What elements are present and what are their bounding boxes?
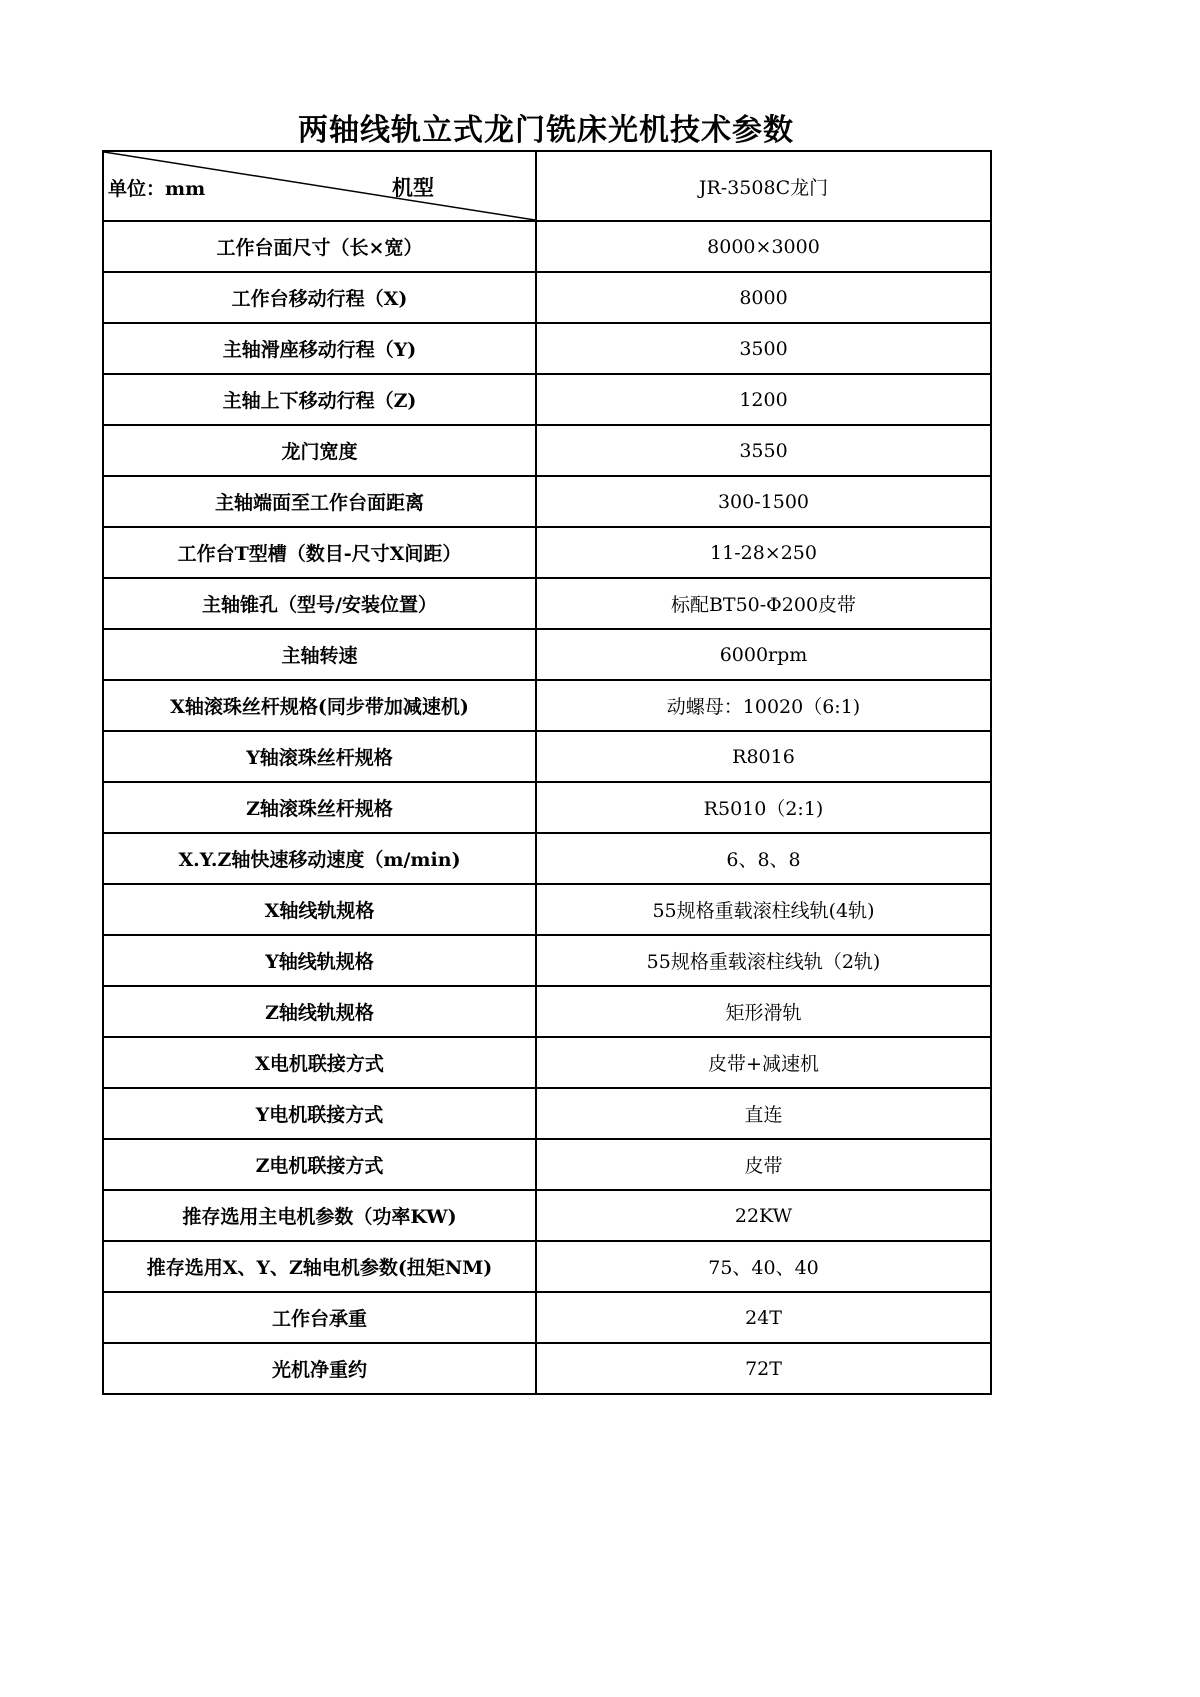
parameter-label: 龙门宽度 <box>103 425 536 476</box>
table-row <box>103 272 991 323</box>
table-row <box>103 1190 991 1241</box>
parameter-label: 主轴上下移动行程（Z) <box>103 374 536 425</box>
parameter-value: 标配BT50-Φ200皮带 <box>536 578 991 629</box>
parameter-label: 主轴端面至工作台面距离 <box>103 476 536 527</box>
parameter-value: 3500 <box>536 323 991 374</box>
table-row <box>103 935 991 986</box>
table-row <box>103 782 991 833</box>
parameter-label: 工作台移动行程（X) <box>103 272 536 323</box>
parameter-value: 75、40、40 <box>536 1241 991 1292</box>
table-row <box>103 323 991 374</box>
parameter-value: 11-28×250 <box>536 527 991 578</box>
table-row <box>103 884 991 935</box>
parameter-label: Y轴线轨规格 <box>103 935 536 986</box>
parameter-label: 主轴转速 <box>103 629 536 680</box>
table-row <box>103 1139 991 1190</box>
table-row <box>103 476 991 527</box>
parameter-label: 工作台面尺寸（长×宽） <box>103 221 536 272</box>
model-value: JR-3508C龙门 <box>536 151 991 221</box>
parameter-value: 72T <box>536 1343 991 1394</box>
parameter-value: R8016 <box>536 731 991 782</box>
table-row <box>103 731 991 782</box>
parameter-value: 矩形滑轨 <box>536 986 991 1037</box>
table-row <box>103 578 991 629</box>
parameter-label: 推存选用主电机参数（功率KW) <box>103 1190 536 1241</box>
parameter-value: 皮带+减速机 <box>536 1037 991 1088</box>
table-row <box>103 527 991 578</box>
parameter-value: 300-1500 <box>536 476 991 527</box>
table-row <box>103 374 991 425</box>
parameter-label: Z轴滚珠丝杆规格 <box>103 782 536 833</box>
table-row <box>103 1292 991 1343</box>
parameter-label: 工作台承重 <box>103 1292 536 1343</box>
parameter-label: 工作台T型槽（数目-尺寸X间距） <box>103 527 536 578</box>
parameter-label: 推存选用X、Y、Z轴电机参数(扭矩NM) <box>103 1241 536 1292</box>
parameter-label: 主轴锥孔（型号/安装位置） <box>103 578 536 629</box>
parameter-value: 3550 <box>536 425 991 476</box>
parameter-label: X电机联接方式 <box>103 1037 536 1088</box>
page-title: 两轴线轨立式龙门铣床光机技术参数 <box>298 113 794 148</box>
table-row <box>103 833 991 884</box>
table-header-row <box>103 151 991 221</box>
parameter-label: X.Y.Z轴快速移动速度（m/min) <box>103 833 536 884</box>
table-row <box>103 1088 991 1139</box>
header-diagonal-cell <box>103 151 536 221</box>
parameter-label: Z轴线轨规格 <box>103 986 536 1037</box>
parameter-value: 皮带 <box>536 1139 991 1190</box>
parameter-label: 光机净重约 <box>103 1343 536 1394</box>
parameter-value: 8000 <box>536 272 991 323</box>
parameter-value: 8000×3000 <box>536 221 991 272</box>
table-row <box>103 1037 991 1088</box>
model-label: 机型 <box>392 175 434 200</box>
table-row <box>103 986 991 1037</box>
table-row <box>103 629 991 680</box>
unit-label: 单位：mm <box>108 178 206 200</box>
table-row <box>103 680 991 731</box>
parameter-label: Y电机联接方式 <box>103 1088 536 1139</box>
table-row <box>103 1343 991 1394</box>
table-row <box>103 221 991 272</box>
parameter-value: 6000rpm <box>536 629 991 680</box>
parameter-value: 55规格重载滚柱线轨(4轨) <box>536 884 991 935</box>
parameter-value: 动螺母：10020（6:1) <box>536 680 991 731</box>
parameter-value: 22KW <box>536 1190 991 1241</box>
parameter-label: X轴线轨规格 <box>103 884 536 935</box>
parameter-value: 6、8、8 <box>536 833 991 884</box>
parameter-value: R5010（2:1) <box>536 782 991 833</box>
parameter-value: 24T <box>536 1292 991 1343</box>
parameter-label: X轴滚珠丝杆规格(同步带加减速机) <box>103 680 536 731</box>
table-row <box>103 425 991 476</box>
parameter-value: 1200 <box>536 374 991 425</box>
parameter-value: 直连 <box>536 1088 991 1139</box>
parameter-value: 55规格重载滚柱线轨（2轨) <box>536 935 991 986</box>
spec-table <box>102 150 992 1395</box>
table-row <box>103 1241 991 1292</box>
parameter-label: Y轴滚珠丝杆规格 <box>103 731 536 782</box>
parameter-label: 主轴滑座移动行程（Y) <box>103 323 536 374</box>
parameter-label: Z电机联接方式 <box>103 1139 536 1190</box>
